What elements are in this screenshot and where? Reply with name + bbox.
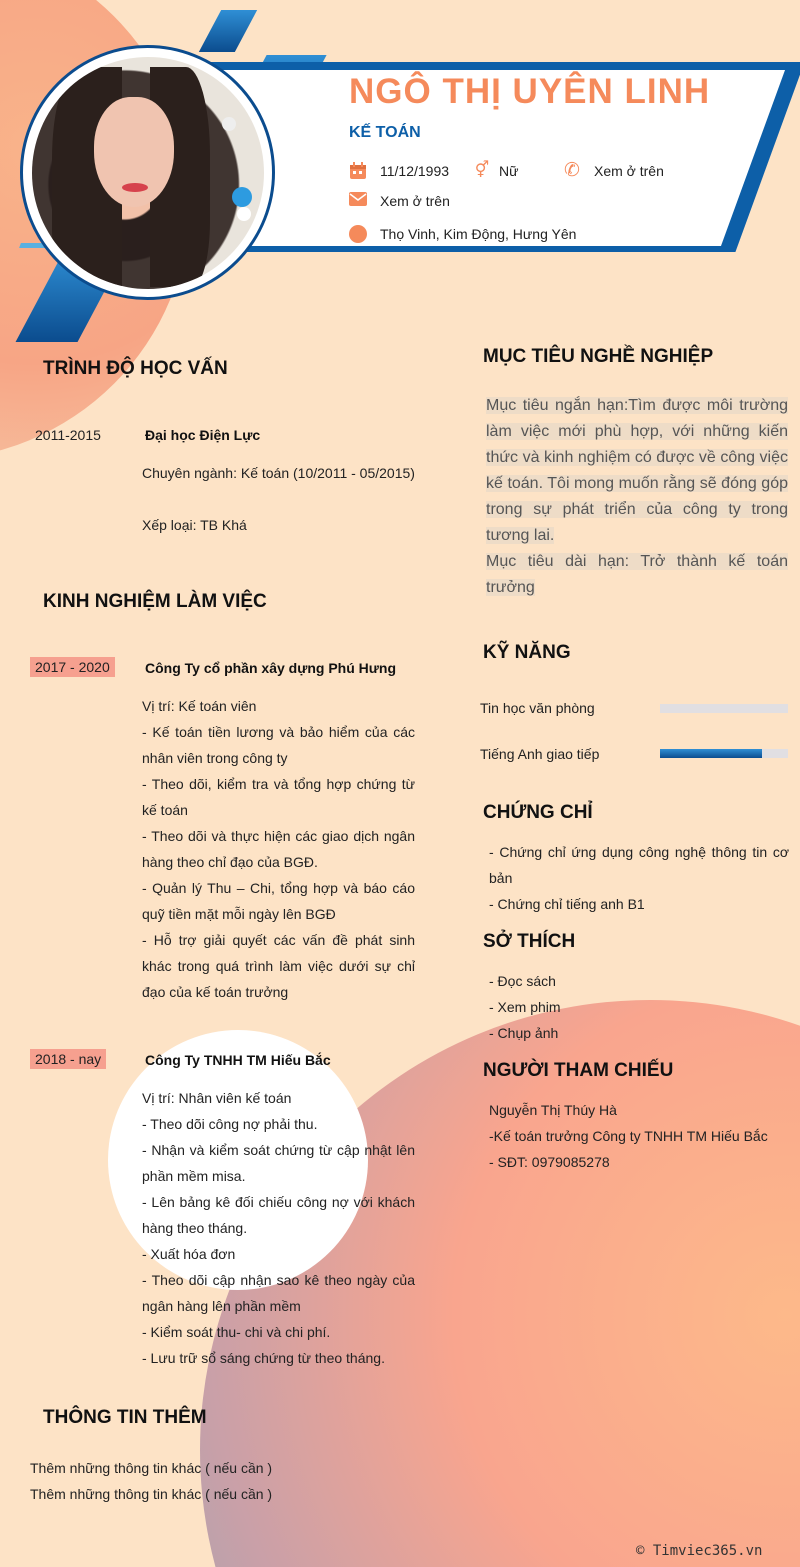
- job-line: - Theo dõi cập nhận sao kê theo ngày của ngân hàng lên phần mềm: [142, 1272, 415, 1314]
- hobbies-heading: SỞ THÍCH: [483, 931, 576, 952]
- job-line: - Theo dõi công nợ phải thu.: [142, 1116, 318, 1132]
- skills-heading: KỸ NĂNG: [483, 642, 571, 663]
- additional-info: [30, 1455, 272, 1507]
- education-grade: Xếp loại: TB Khá: [142, 517, 247, 533]
- hobbies-list: [489, 968, 561, 1046]
- email-row: [349, 192, 450, 210]
- footer-watermark: © Timviec365.vn: [636, 1543, 763, 1559]
- decorative-stripe: [199, 10, 257, 52]
- education-heading: TRÌNH ĐỘ HỌC VẤN: [43, 358, 228, 379]
- gender-row: [473, 162, 518, 180]
- references-list: [489, 1097, 768, 1175]
- reference-line: - SĐT: 0979085278: [489, 1154, 610, 1170]
- job-line: - Xuất hóa đơn: [142, 1246, 236, 1262]
- skill-label: Tin học văn phòng: [480, 700, 595, 716]
- address-value: Thọ Vinh, Kim Động, Hưng Yên: [380, 226, 577, 242]
- address-row: [349, 225, 576, 243]
- skill-label: Tiếng Anh giao tiếp: [480, 746, 600, 762]
- job-line: - Theo dõi, kiểm tra và tổng hợp chứng từ kế toán: [142, 776, 415, 818]
- gender-icon: ⚥: [474, 162, 490, 179]
- certificates-list: [489, 839, 789, 917]
- job-line: - Hỗ trợ giải quyết các vấn đề phát sinh khác trong quá trình làm việc dưới sự chỉ đạo của kế toán trưởng: [142, 932, 415, 1000]
- job-line: - Quản lý Thu – Chi, tổng hợp và báo cáo quỹ tiền mặt mỗi ngày lên BGĐ: [142, 880, 415, 922]
- email-value: Xem ở trên: [380, 193, 450, 209]
- avatar: [32, 57, 264, 289]
- candidate-name: NGÔ THỊ UYÊN LINH: [349, 72, 711, 111]
- phone-value: Xem ở trên: [594, 163, 664, 179]
- additional-heading: THÔNG TIN THÊM: [43, 1407, 207, 1428]
- job-line: Vị trí: Nhân viên kế toán: [142, 1090, 292, 1106]
- job-description: [142, 693, 415, 1005]
- additional-line: Thêm những thông tin khác ( nếu cần ): [30, 1486, 273, 1502]
- location-icon: ➤: [349, 225, 367, 243]
- hobby-item: - Đọc sách: [489, 973, 556, 989]
- birthday-value: 11/12/1993: [380, 163, 450, 179]
- objective-heading: MỤC TIÊU NGHỀ NGHIỆP: [483, 346, 714, 367]
- job-line: Vị trí: Kế toán viên: [142, 698, 257, 714]
- hobby-item: - Chụp ảnh: [489, 1025, 559, 1041]
- school-name: Đại học Điện Lực: [145, 427, 261, 443]
- skill-bar: [660, 749, 788, 758]
- skill-bar-fill: [660, 749, 762, 758]
- certificate-item: - Chứng chỉ tiếng anh B1: [489, 896, 645, 912]
- job-line: - Nhận và kiểm soát chứng từ cập nhật lên phần mềm misa.: [142, 1142, 415, 1184]
- objective-long: Mục tiêu dài hạn: Trở thành kế toán trưởng: [486, 553, 788, 596]
- hobby-item: - Xem phim: [489, 999, 561, 1015]
- calendar-icon: [349, 162, 367, 180]
- certificates-heading: CHỨNG CHỈ: [483, 802, 593, 823]
- reference-line: Nguyễn Thị Thúy Hà: [489, 1102, 617, 1118]
- references-heading: NGƯỜI THAM CHIẾU: [483, 1060, 674, 1081]
- additional-line: Thêm những thông tin khác ( nếu cần ): [30, 1460, 273, 1476]
- job-line: - Kiểm soát thu- chi và chi phí.: [142, 1324, 331, 1340]
- job-period: 2018 - nay: [30, 1049, 106, 1069]
- education-period: 2011-2015: [35, 427, 101, 443]
- job-line: - Lưu trữ sổ sáng chứng từ theo tháng.: [142, 1350, 385, 1366]
- objective-short: Mục tiêu ngắn hạn:Tìm được môi trường làm việc mới phù hợp, với những kiến thức và kinh nghiệm có được về công việc kế toán. Tôi mong muốn rằng sẽ đóng góp trong sự phát triển của công ty trong tương lai.: [486, 397, 788, 544]
- education-major: Chuyên ngành: Kế toán (10/2011 - 05/2015): [142, 465, 415, 481]
- phone-icon: ✆: [564, 160, 580, 181]
- job-line: - Theo dõi và thực hiện các giao dịch ngân hàng theo chỉ đạo của BGĐ.: [142, 828, 415, 870]
- gender-value: Nữ: [499, 163, 519, 179]
- skill-bar: [660, 704, 788, 713]
- objective-text: [486, 393, 788, 601]
- job-company: Công Ty TNHH TM Hiếu Bắc: [145, 1052, 331, 1068]
- email-icon: [349, 192, 367, 210]
- phone-row: [563, 162, 664, 180]
- job-description: [142, 1085, 415, 1371]
- certificate-item: - Chứng chỉ ứng dụng công nghệ thông tin cơ bản: [489, 844, 789, 886]
- job-line: - Lên bảng kê đối chiếu công nợ với khách hàng theo tháng.: [142, 1194, 415, 1236]
- experience-heading: KINH NGHIỆM LÀM VIỆC: [43, 591, 267, 612]
- job-line: - Kế toán tiền lương và bảo hiểm của các nhân viên trong công ty: [142, 724, 415, 766]
- job-company: Công Ty cổ phần xây dựng Phú Hưng: [145, 660, 397, 676]
- job-period: 2017 - 2020: [30, 657, 115, 677]
- reference-line: -Kế toán trưởng Công ty TNHH TM Hiếu Bắc: [489, 1128, 768, 1144]
- job-title: KẾ TOÁN: [349, 124, 421, 141]
- birthday-row: [349, 162, 449, 180]
